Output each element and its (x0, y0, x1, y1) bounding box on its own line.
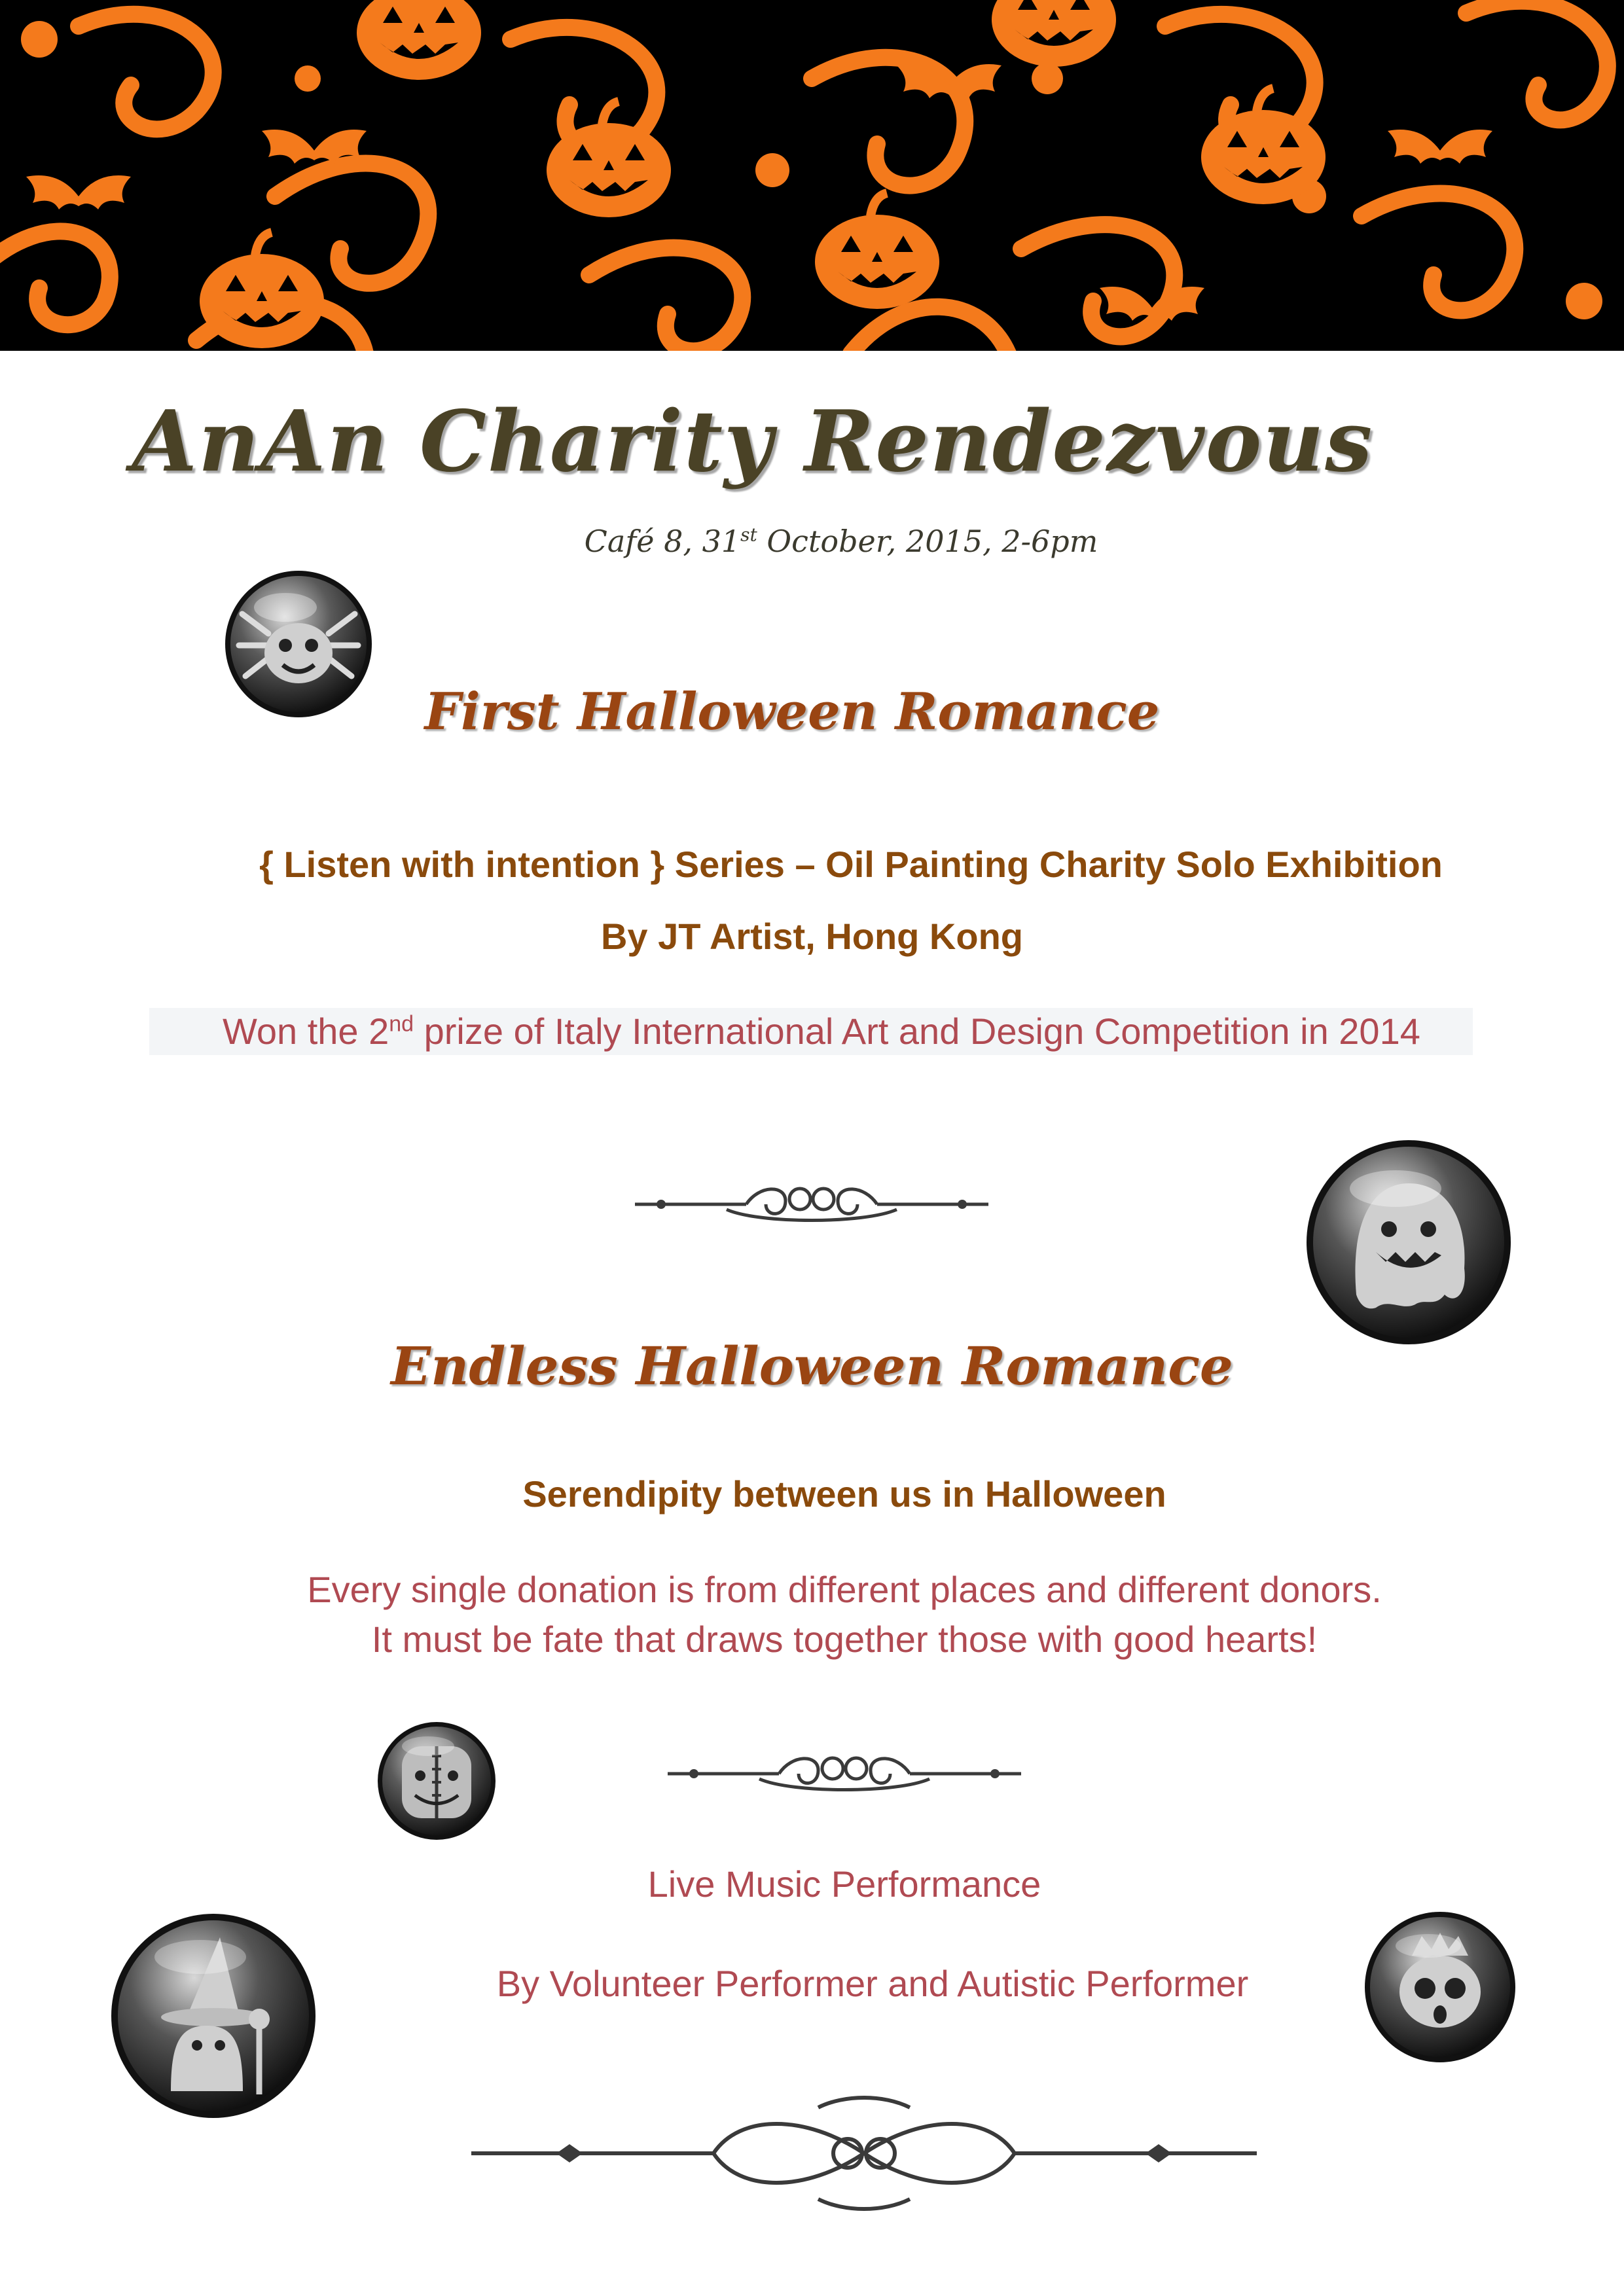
ornament-divider (628, 1172, 995, 1237)
ornament-divider (661, 1741, 1028, 1806)
artist-line: By JT Artist, Hong Kong (600, 916, 1023, 957)
ghost-icon (1304, 1138, 1513, 1347)
exhibition-line: { Listen with intention } Series – Oil Painting Charity Solo Exhibition (259, 844, 1443, 885)
section2-title: Endless Halloween Romance (391, 1335, 1233, 1397)
donation-line-1: Every single donation is from different places and different donors. (307, 1569, 1382, 1610)
award-line: Won the 2nd prize of Italy International Art and Design Competition in 2014 (223, 1011, 1420, 1052)
donation-line-2: It must be fate that draws together those with good hearts! (371, 1619, 1318, 1660)
serendipity-heading: Serendipity between us in Halloween (522, 1473, 1166, 1515)
performers-line: By Volunteer Performer and Autistic Performer (496, 1963, 1249, 2004)
skull-king-icon (1363, 1910, 1517, 2064)
pumpkin-icon (357, 0, 481, 80)
swirl-pattern (0, 0, 1624, 351)
halloween-banner (0, 0, 1624, 351)
witch-icon (109, 1911, 318, 2121)
section1-title: First Halloween Romance (424, 682, 1160, 742)
event-details: Café 8, 31st October, 2015, 2-6pm (584, 524, 1098, 559)
music-line: Live Music Performance (647, 1863, 1041, 1905)
scarecrow-icon (376, 1720, 497, 1842)
bottom-ornament-divider (465, 2088, 1263, 2219)
event-title: AnAn Charity Rendezvous (132, 393, 1374, 491)
